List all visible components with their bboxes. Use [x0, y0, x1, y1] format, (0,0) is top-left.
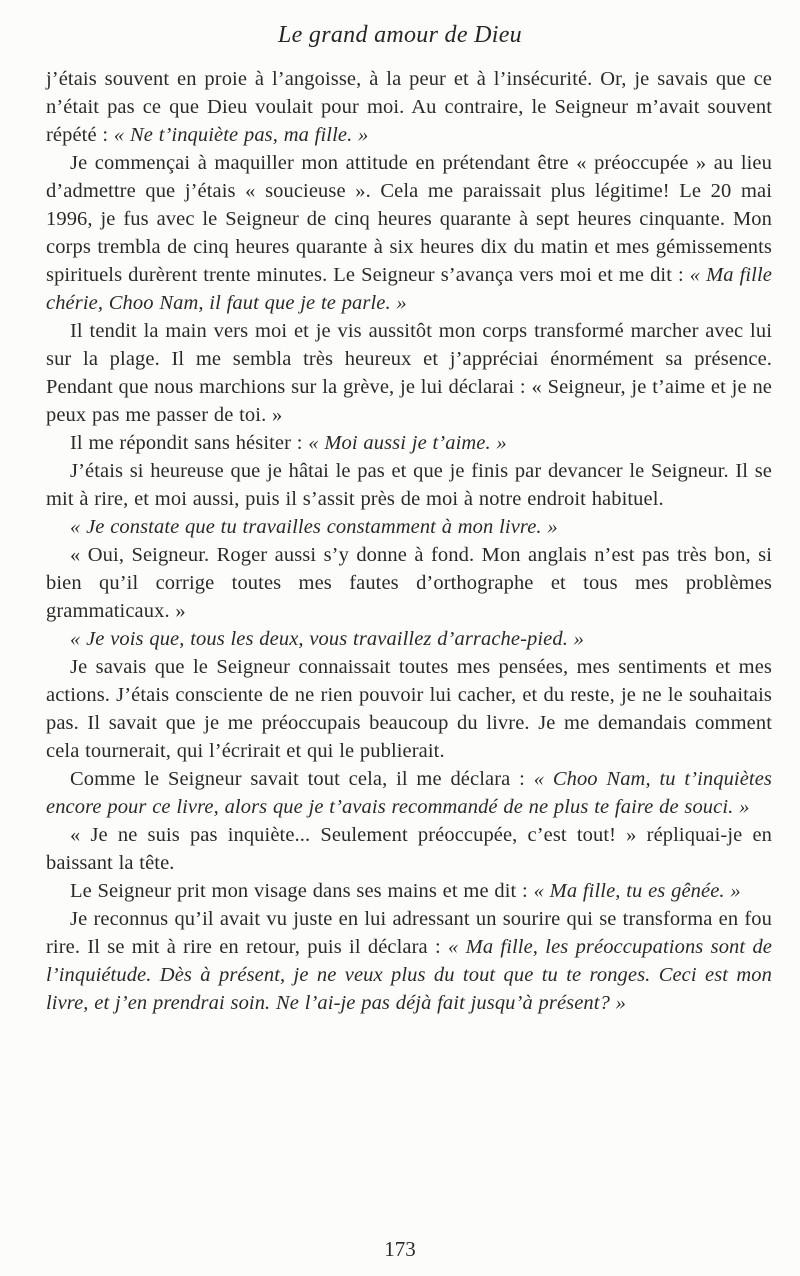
narrative-text: Il tendit la main vers moi et je vis aussitôt mon corps transformé marcher avec lui sur la plage. Il me sembla très heureux et j’appréciai énormément sa présence. Pendant que nous marchions sur la grève, je lui déclarai : « Seigneur, je t’aime et je ne peux pas me passer de toi. » — [46, 320, 772, 426]
quoted-speech: « Ne t’inquiète pas, ma fille. » — [113, 124, 369, 146]
narrative-text: Le Seigneur prit mon visage dans ses mains et me dit : — [70, 880, 534, 902]
paragraph — [46, 877, 772, 905]
quoted-speech: « Moi aussi je t’aime. » — [308, 432, 507, 454]
page-text — [46, 65, 772, 1017]
narrative-text: J’étais si heureuse que je hâtai le pas et que je finis par devancer le Seigneur. Il se mit à rire, et moi aussi, puis il s’assit près de moi à notre endroit habituel. — [46, 460, 772, 510]
paragraph — [46, 317, 772, 429]
paragraph — [46, 513, 772, 541]
narrative-text: Je savais que le Seigneur connaissait toutes mes pensées, mes sentiments et mes actions. J’étais consciente de ne rien pouvoir lui cacher, et du reste, je ne le souhaitais pas. Il savait que je me préoccupais beaucoup du livre. Je me demandais comment cela tournerait, qui l’écrirait et qui le publierait. — [46, 656, 772, 762]
quoted-speech: « Ma fille chérie, Choo Nam, il faut que je te parle. » — [46, 264, 772, 314]
page-number: 173 — [384, 1237, 416, 1261]
paragraph — [46, 429, 772, 457]
paragraph — [46, 149, 772, 317]
quoted-speech: « Je constate que tu travailles constamment à mon livre. » — [70, 516, 558, 538]
narrative-text: Il me répondit sans hésiter : — [70, 432, 309, 454]
paragraph — [46, 625, 772, 653]
running-title: Le grand amour de Dieu — [278, 22, 522, 48]
paragraph — [46, 765, 772, 821]
narrative-text: « Oui, Seigneur. Roger aussi s’y donne à fond. Mon anglais n’est pas très bon, si bien qu’il corrige toutes mes fautes d’orthographe et tous mes problèmes grammaticaux. » — [46, 544, 772, 622]
paragraph — [46, 653, 772, 765]
quoted-speech: « Ma fille, tu es gênée. » — [533, 880, 741, 902]
narrative-text: Je reconnus qu’il avait vu juste en lui adressant un sourire qui se transforma en fou rire. Il se mit à rire en retour, puis il déclara : — [46, 908, 772, 958]
paragraph — [46, 905, 772, 1017]
paragraph — [46, 541, 772, 625]
narrative-text: j’étais souvent en proie à l’angoisse, à la peur et à l’insécurité. Or, je savais que ce n’était pas ce que Dieu voulait pour moi. Au contraire, le Seigneur m’avait souvent répété : — [46, 68, 772, 146]
paragraph — [46, 65, 772, 149]
paragraph — [46, 457, 772, 513]
paragraph — [46, 821, 772, 877]
narrative-text: Comme le Seigneur savait tout cela, il me déclara : — [70, 768, 534, 790]
quoted-speech: « Je vois que, tous les deux, vous travaillez d’arrache-pied. » — [70, 628, 584, 650]
quoted-speech: « Choo Nam, tu t’inquiètes encore pour ce livre, alors que je t’avais recommandé de ne plus te faire de souci. » — [46, 768, 773, 818]
narrative-text: Je commençai à maquiller mon attitude en prétendant être « préoccupée » au lieu d’admettre que j’étais « soucieuse ». Cela me paraissait plus légitime! Le 20 mai 1996, je fus avec le Seigneur de cinq heures quarante à sept heures cinquante. Mon corps trembla de cinq heures quarante à six heures dix du matin et mes gémissements spirituels durèrent trente minutes. Le Seigneur s’avança vers moi et me dit : — [46, 152, 772, 286]
quoted-speech: « Ma fille, les préoccupations sont de l’inquiétude. Dès à présent, je ne veux plus du tout que tu te ronges. Ceci est mon livre, et j’en prendrai soin. Ne l’ai-je pas déjà fait jusqu’à présent? » — [46, 936, 772, 1014]
narrative-text: « Je ne suis pas inquiète... Seulement préoccupée, c’est tout! » répliquai-je en baissant la tête. — [46, 824, 772, 874]
